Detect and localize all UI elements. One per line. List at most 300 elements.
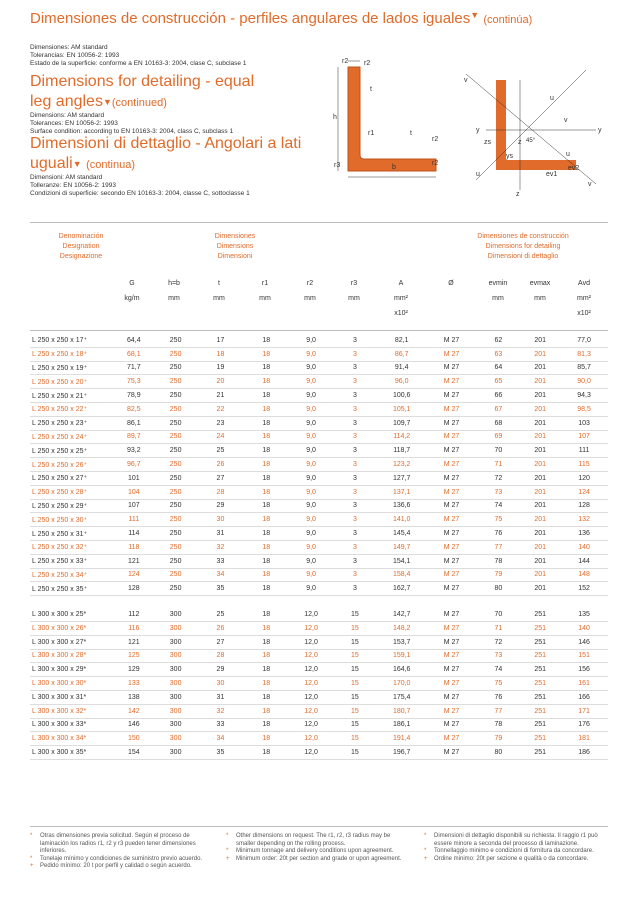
value-cell: 89,7 (114, 430, 154, 444)
value-cell: 24 (198, 430, 244, 444)
value-cell: 118 (114, 540, 154, 554)
value-cell: 18 (243, 458, 289, 472)
footnote-text: Dimensioni di dettaglio disponibili su richiesta. Il raggio r1 può essere minore a seconda del processo di laminazione. (434, 833, 598, 847)
value-cell: 9,0 (289, 540, 333, 554)
value-cell: M 27 (427, 416, 477, 430)
triangle-icon: ▼ (102, 97, 112, 107)
footnote-text: Minimum order: 20t per section and grade or upon agreement. (236, 855, 402, 862)
unit-cell: mm (213, 295, 225, 302)
value-cell: 201 (520, 513, 560, 527)
unit-cell: mm (492, 295, 504, 302)
value-cell: 18 (243, 746, 289, 760)
value-cell: M 27 (427, 402, 477, 416)
footnote-marker: * (30, 833, 33, 839)
diagram-label: 45° (526, 138, 536, 144)
unit-cell: r1 (261, 280, 269, 287)
value-cell: 96,0 (377, 375, 427, 389)
value-cell: 15 (333, 704, 377, 718)
value-cell: 12,0 (289, 732, 333, 746)
value-cell: 31 (198, 527, 244, 541)
table-row (30, 485, 608, 499)
value-cell: 251 (520, 621, 560, 635)
footnote-marker: * (424, 833, 427, 839)
value-cell: 250 (154, 430, 198, 444)
designation-cell: L 300 x 300 x 30* (30, 677, 114, 691)
value-cell: 300 (154, 608, 198, 621)
title-es (30, 10, 532, 27)
colhead-line: Designation (62, 243, 100, 250)
value-cell: 18 (243, 389, 289, 403)
value-cell: 114 (114, 527, 154, 541)
symbol-row (30, 276, 608, 291)
value-cell: 171 (560, 704, 608, 718)
value-cell: 18 (243, 718, 289, 732)
table-row (30, 334, 608, 347)
angle-section-diagram (328, 55, 463, 180)
value-cell: 175,4 (377, 690, 427, 704)
table-row (30, 527, 608, 541)
table-row (30, 718, 608, 732)
value-cell: 9,0 (289, 402, 333, 416)
table-row (30, 540, 608, 554)
value-cell: 31 (198, 690, 244, 704)
value-cell: 3 (333, 347, 377, 361)
diagram-label: ev2 (568, 165, 580, 172)
value-cell: 77,0 (560, 334, 608, 347)
diagram-label: t (410, 130, 412, 137)
value-cell: M 27 (427, 458, 477, 472)
value-cell: 18 (243, 375, 289, 389)
value-cell: 9,0 (289, 471, 333, 485)
value-cell: 146 (114, 718, 154, 732)
value-cell: 250 (154, 375, 198, 389)
triangle-icon: ▼ (72, 159, 82, 169)
value-cell: 30 (198, 513, 244, 527)
value-cell: 107 (560, 430, 608, 444)
table-row (30, 554, 608, 568)
value-cell: 18 (243, 608, 289, 621)
unit-cell: h=b (168, 280, 180, 287)
designation-cell: L 250 x 250 x 33⁺ (30, 554, 114, 568)
spec-line: Surface condition: according to EN 10163-3: 2004, class C, subclass 1 (30, 128, 234, 135)
value-cell: 15 (333, 690, 377, 704)
value-cell: 3 (333, 527, 377, 541)
value-cell: 250 (154, 416, 198, 430)
designation-cell: L 300 x 300 x 31* (30, 690, 114, 704)
designation-cell: L 250 x 250 x 25⁺ (30, 444, 114, 458)
value-cell: 69 (476, 430, 520, 444)
value-cell: 109,7 (377, 416, 427, 430)
value-cell: 164,6 (377, 663, 427, 677)
value-cell: 73 (476, 485, 520, 499)
value-cell: 79 (476, 568, 520, 582)
unit-cell: A (398, 280, 404, 287)
table-row (30, 347, 608, 361)
value-cell: 28 (198, 485, 244, 499)
diagram-label: r2 (364, 60, 371, 67)
value-cell: 201 (520, 334, 560, 347)
value-cell: 180,7 (377, 704, 427, 718)
colhead-line: Dimensiones (214, 233, 256, 240)
value-cell: 123,2 (377, 458, 427, 472)
value-cell: 15 (333, 621, 377, 635)
value-cell: 3 (333, 582, 377, 596)
title-it-cont: (continua) (86, 159, 135, 171)
value-cell: 18 (243, 649, 289, 663)
value-cell: 9,0 (289, 416, 333, 430)
title-es-text: Dimensiones de construcción - perfiles angulares de lados iguales (30, 10, 471, 27)
value-cell: 12,0 (289, 635, 333, 649)
spec-line: Tolerances: EN 10056-2: 1993 (30, 120, 118, 127)
divider (30, 222, 608, 223)
value-cell: 201 (520, 554, 560, 568)
value-cell: 9,0 (289, 513, 333, 527)
designation-cell: L 300 x 300 x 32* (30, 704, 114, 718)
value-cell: 75,3 (114, 375, 154, 389)
value-cell: 64,4 (114, 334, 154, 347)
value-cell: 18 (243, 582, 289, 596)
value-cell: 25 (198, 444, 244, 458)
spec-line: Dimensions: AM standard (30, 112, 105, 119)
diagram-label: r2 (432, 136, 439, 143)
value-cell: 18 (243, 704, 289, 718)
value-cell: 300 (154, 690, 198, 704)
footnotes-en (226, 833, 406, 863)
title-en (30, 72, 254, 113)
value-cell: 166 (560, 690, 608, 704)
designation-cell: L 250 x 250 x 26⁺ (30, 458, 114, 472)
value-cell: 158,4 (377, 568, 427, 582)
value-cell: 19 (198, 361, 244, 375)
value-cell: 71,7 (114, 361, 154, 375)
designation-cell: L 250 x 250 x 34⁺ (30, 568, 114, 582)
value-cell: 96,7 (114, 458, 154, 472)
value-cell: 94,3 (560, 389, 608, 403)
specs-en (30, 112, 233, 136)
value-cell: M 27 (427, 621, 477, 635)
table-row (30, 458, 608, 472)
diagram-label: v (588, 181, 592, 188)
value-cell: 32 (198, 704, 244, 718)
value-cell: 34 (198, 732, 244, 746)
value-cell: 15 (333, 663, 377, 677)
value-cell: 15 (333, 608, 377, 621)
value-cell: 144 (560, 554, 608, 568)
value-cell: 26 (198, 621, 244, 635)
designation-cell: L 250 x 250 x 17⁺ (30, 334, 114, 347)
designation-cell: L 250 x 250 x 27⁺ (30, 471, 114, 485)
value-cell: 85,7 (560, 361, 608, 375)
spec-line: Estado de la superficie: conforme a EN 10163-3: 2004, clase C, subclase 1 (30, 60, 247, 67)
footnote-marker: * (226, 833, 229, 839)
angle-axes-diagram (456, 60, 606, 200)
colhead-line: Dimensions (216, 243, 254, 250)
table-row (30, 361, 608, 375)
value-cell: 25 (198, 608, 244, 621)
value-cell: 30 (198, 677, 244, 691)
value-cell: 250 (154, 444, 198, 458)
designation-cell: L 250 x 250 x 18⁺ (30, 347, 114, 361)
designation-cell: L 300 x 300 x 28* (30, 649, 114, 663)
value-cell: 136,6 (377, 499, 427, 513)
value-cell: 9,0 (289, 568, 333, 582)
value-cell: 64 (476, 361, 520, 375)
value-cell: 9,0 (289, 527, 333, 541)
value-cell: 140 (560, 540, 608, 554)
value-cell: 22 (198, 402, 244, 416)
footnote-marker: + (30, 863, 34, 869)
value-cell: 250 (154, 582, 198, 596)
designation-cell: L 250 x 250 x 21⁺ (30, 389, 114, 403)
unit-cell: r2 (306, 280, 314, 287)
table-row (30, 582, 608, 596)
triangle-icon: ▼ (470, 10, 480, 20)
value-cell: 114,2 (377, 430, 427, 444)
designation-cell: L 250 x 250 x 20⁺ (30, 375, 114, 389)
value-cell: M 27 (427, 582, 477, 596)
unit-cell: G (129, 280, 135, 287)
diagram-label: t (370, 86, 372, 93)
value-cell: 78,9 (114, 389, 154, 403)
diagram-label: r1 (368, 130, 375, 137)
value-cell: 3 (333, 513, 377, 527)
designation-cell: L 300 x 300 x 33* (30, 718, 114, 732)
value-cell: 18 (243, 621, 289, 635)
value-cell: 201 (520, 375, 560, 389)
spec-line: Condizioni di superficie: secondo EN 10163-3: 2004, classe C, sottoclasse 1 (30, 190, 250, 197)
diagram-label: z (518, 139, 522, 146)
footnote (30, 833, 210, 856)
value-cell: 250 (154, 347, 198, 361)
value-cell: 137,1 (377, 485, 427, 499)
value-cell: 176 (560, 718, 608, 732)
value-cell: 18 (243, 444, 289, 458)
value-cell: 98,5 (560, 402, 608, 416)
value-cell: 70 (476, 444, 520, 458)
value-cell: 9,0 (289, 375, 333, 389)
value-cell: 251 (520, 746, 560, 760)
value-cell: 33 (198, 554, 244, 568)
value-cell: 68 (476, 416, 520, 430)
unit-cell: evmax (529, 280, 551, 287)
value-cell: 300 (154, 677, 198, 691)
value-cell: 3 (333, 458, 377, 472)
value-cell: 78 (476, 718, 520, 732)
value-cell: 23 (198, 416, 244, 430)
diagram-label: h (333, 114, 337, 121)
diagram-label: r3 (334, 162, 341, 169)
value-cell: 12,0 (289, 718, 333, 732)
table-row (30, 608, 608, 621)
unit-cell: mm (348, 295, 360, 302)
value-cell: 251 (520, 718, 560, 732)
value-cell: 12,0 (289, 608, 333, 621)
value-cell: 201 (520, 527, 560, 541)
value-cell: 29 (198, 499, 244, 513)
value-cell: M 27 (427, 704, 477, 718)
value-cell: 63 (476, 347, 520, 361)
value-cell: 300 (154, 621, 198, 635)
value-cell: 74 (476, 663, 520, 677)
value-cell: 77 (476, 704, 520, 718)
unit-cell: evmin (488, 280, 508, 287)
value-cell: 201 (520, 485, 560, 499)
value-cell: 100,6 (377, 389, 427, 403)
spec-line: Dimensioni: AM standard (30, 174, 103, 181)
footnote-marker: * (226, 848, 229, 854)
value-cell: 86,7 (377, 347, 427, 361)
value-cell: 20 (198, 375, 244, 389)
value-cell: 18 (243, 663, 289, 677)
designation-cell: L 250 x 250 x 23⁺ (30, 416, 114, 430)
value-cell: 300 (154, 746, 198, 760)
value-cell: 26 (198, 458, 244, 472)
value-cell: 128 (114, 582, 154, 596)
footnote-text: Otras dimensiones previa solicitud. Según el proceso de laminación los radios r1, r2 y r3 pueden tener dimensiones inferiores. (40, 833, 196, 854)
value-cell: 201 (520, 568, 560, 582)
value-cell: M 27 (427, 649, 477, 663)
value-cell: 186 (560, 746, 608, 760)
value-cell: 250 (154, 540, 198, 554)
colhead-designation (36, 232, 126, 262)
value-cell: 79 (476, 732, 520, 746)
value-cell: M 27 (427, 554, 477, 568)
colhead-detailing (448, 232, 598, 262)
value-cell: M 27 (427, 375, 477, 389)
value-cell: 82,5 (114, 402, 154, 416)
designation-cell: L 300 x 300 x 27* (30, 635, 114, 649)
value-cell: 201 (520, 471, 560, 485)
value-cell: 18 (243, 677, 289, 691)
sections-table (30, 334, 608, 760)
value-cell: 201 (520, 361, 560, 375)
value-cell: 12,0 (289, 746, 333, 760)
value-cell: 91,4 (377, 361, 427, 375)
value-cell: 3 (333, 430, 377, 444)
value-cell: 116 (114, 621, 154, 635)
footnotes-es (30, 833, 210, 871)
value-cell: 250 (154, 334, 198, 347)
title-en-line2: leg angles (30, 93, 103, 110)
footnote-text: Minimum tonnage and delivery conditions upon agreement. (236, 848, 394, 854)
value-cell: 15 (333, 746, 377, 760)
value-cell: 74 (476, 499, 520, 513)
table-row (30, 649, 608, 663)
value-cell: 201 (520, 458, 560, 472)
value-cell: 9,0 (289, 582, 333, 596)
diagram-label: v (564, 117, 568, 124)
spec-line: Tolerancias: EN 10056-2: 1993 (30, 52, 120, 59)
specs-it (30, 174, 250, 198)
value-cell: 35 (198, 582, 244, 596)
value-cell: 12,0 (289, 690, 333, 704)
value-cell: 300 (154, 663, 198, 677)
value-cell: 18 (243, 554, 289, 568)
value-cell: 66 (476, 389, 520, 403)
footnote (424, 848, 604, 856)
value-cell: 86,1 (114, 416, 154, 430)
value-cell: 201 (520, 499, 560, 513)
value-cell: 250 (154, 554, 198, 568)
designation-cell: L 250 x 250 x 19⁺ (30, 361, 114, 375)
value-cell: 18 (243, 485, 289, 499)
value-cell: 251 (520, 663, 560, 677)
value-cell: 15 (333, 718, 377, 732)
divider (30, 826, 608, 827)
value-cell: 9,0 (289, 347, 333, 361)
value-cell: M 27 (427, 485, 477, 499)
value-cell: 34 (198, 568, 244, 582)
value-cell: M 27 (427, 499, 477, 513)
table-row (30, 635, 608, 649)
unit-cell: x10² (577, 310, 591, 317)
value-cell: 18 (243, 540, 289, 554)
designation-cell: L 250 x 250 x 22⁺ (30, 402, 114, 416)
table-row (30, 430, 608, 444)
value-cell: M 27 (427, 389, 477, 403)
value-cell: 103 (560, 416, 608, 430)
value-cell: 29 (198, 663, 244, 677)
value-cell: 112 (114, 608, 154, 621)
specs-es (30, 44, 246, 68)
value-cell: 124 (560, 485, 608, 499)
value-cell: 18 (243, 690, 289, 704)
value-cell: 3 (333, 334, 377, 347)
diagram-label: u (566, 151, 570, 158)
diagram-label: v (464, 77, 468, 84)
colhead-line: Designazione (59, 253, 103, 260)
title-it (30, 134, 301, 175)
value-cell: 250 (154, 513, 198, 527)
value-cell: 18 (243, 416, 289, 430)
value-cell: 250 (154, 402, 198, 416)
value-cell: 3 (333, 416, 377, 430)
unit-cell: mm (534, 295, 546, 302)
table-row (30, 663, 608, 677)
value-cell: 70 (476, 608, 520, 621)
value-cell: 3 (333, 389, 377, 403)
value-cell: 9,0 (289, 430, 333, 444)
value-cell: 162,7 (377, 582, 427, 596)
value-cell: 80 (476, 746, 520, 760)
unit-cell: mm² (394, 295, 408, 302)
value-cell: M 27 (427, 471, 477, 485)
table-gap (30, 596, 608, 609)
value-cell: 18 (198, 347, 244, 361)
value-cell: 93,2 (114, 444, 154, 458)
footnote-text: Tonnellaggio minimo e condizioni di fornitura da concordare. (434, 848, 594, 854)
designation-cell: L 250 x 250 x 24⁺ (30, 430, 114, 444)
value-cell: 9,0 (289, 458, 333, 472)
value-cell: 18 (243, 635, 289, 649)
value-cell: M 27 (427, 347, 477, 361)
value-cell: 3 (333, 568, 377, 582)
value-cell: 15 (333, 649, 377, 663)
value-cell: 18 (243, 430, 289, 444)
value-cell: 3 (333, 375, 377, 389)
value-cell: 3 (333, 540, 377, 554)
unit-cell: mm (168, 295, 180, 302)
value-cell: 78 (476, 554, 520, 568)
value-cell: 153,7 (377, 635, 427, 649)
value-cell: 3 (333, 471, 377, 485)
table-row (30, 704, 608, 718)
value-cell: 135 (560, 608, 608, 621)
value-cell: 151 (560, 649, 608, 663)
value-cell: 75 (476, 677, 520, 691)
unit-cell: Ø (448, 280, 454, 287)
colhead-line: Dimensiones de construcción (477, 233, 569, 240)
